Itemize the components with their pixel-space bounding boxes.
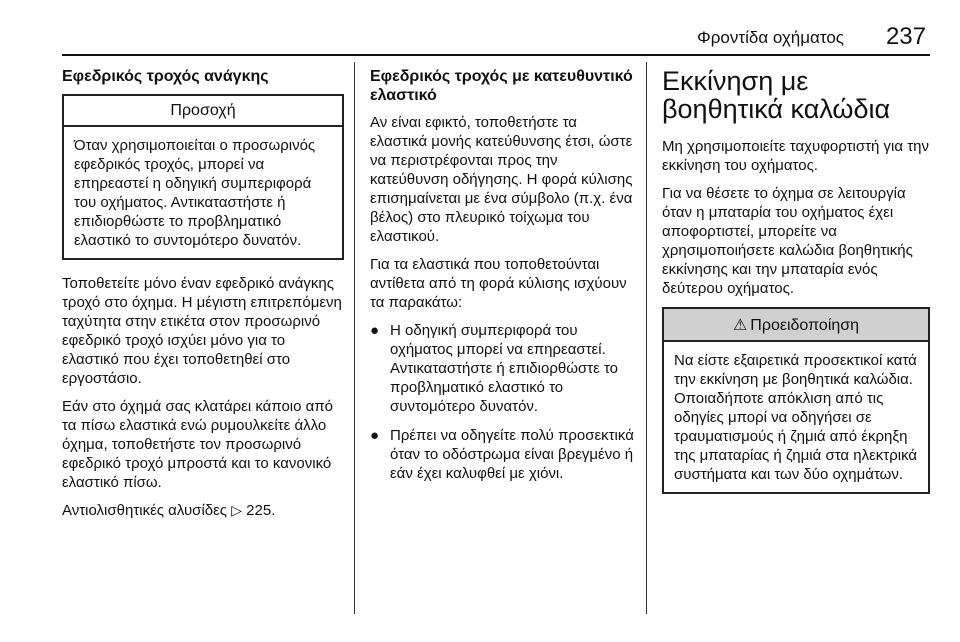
paragraph: Μη χρησιμοποιείτε ταχυφορτιστή για την εκκίνηση του οχήματος. [662,138,929,174]
column-3 [662,67,930,508]
list-item [370,321,634,416]
column-1 [62,67,344,529]
column-divider-2 [646,62,647,614]
warning-box [662,307,930,494]
paragraph: Για να θέσετε το όχημα σε λειτουργία όταν η μπαταρία του οχήματος έχει αποφορτιστεί, μπορείτε να χρησιμοποιήσετε καλώδια βοηθητικής εκκίνησης και την μπαταρία ενός δεύτερου οχήματος. [662,185,913,297]
page-number: 237 [885,23,926,50]
snow-chains-reference [62,501,344,520]
list-item-text: Η οδηγική συμπεριφορά του οχήματος μπορεί να επηρεαστεί. Αντικαταστήστε ή επιδιορθώστε το προβληματικό ελαστικό το συντομότερο δυνατόν. [390,322,619,415]
section-title: Φροντίδα οχήματος [697,28,844,47]
paragraph: Τοποθετείτε μόνο έναν εφεδρικό ανάγκης τροχό στο όχημα. Η μέγιστη επιτρεπόμενη ταχύτητα στην ετικέτα στον προσωρινό εφεδρικό τροχό ισχύει μόνο για το ελαστικό που έχει τοποθετηθεί στο εργοστάσιο. [62,275,342,387]
caution-box-title: Προσοχή [64,96,342,127]
reference-text: Αντιολισθητικές αλυσίδες [62,502,228,519]
caution-box-text: Όταν χρησιμοποιείται ο προσωρινός εφεδρικός τροχός, μπορεί να επηρεαστεί η οδηγική συμπεριφορά του οχήματος. Αντικαταστήστε ή επιδιορθώστε το προβληματικό ελαστικό το συντομότερο δυνατόν. [74,137,316,249]
caution-box [62,94,344,260]
column-divider-1 [354,62,355,614]
paragraph: Εάν στο όχημά σας κλατάρει κάποιο από τα πίσω ελαστικά ενώ ρυμουλκείτε άλλο όχημα, τοποθετήστε τον προσωρινό εφεδρικό τροχό μπροστά και το κανονικό ελαστικό πίσω. [62,398,334,491]
paragraph: Αν είναι εφικτό, τοποθετήστε τα ελαστικά μονής κατεύθυνσης έτσι, ώστε να περιστρέφονται προς την κατεύθυνση οδήγησης. Η φορά κύλισης επισημαίνεται με ένα σύμβολο (π.χ. ένα βέλος) στο πλευρικό τοίχωμα του ελαστικού. [370,114,633,245]
warning-box-title: Προειδοποίηση [750,317,860,334]
paragraph: Για τα ελαστικά που τοποθετούνται αντίθετα από τη φορά κύλισης ισχύουν τα παρακάτω: [370,256,627,311]
warning-box-text: Να είστε εξαιρετικά προσεκτικοί κατά την εκκίνηση με βοηθητικά καλώδια. Οποιαδήποτε απόκλιση από τις οδηγίες μπορί να οδηγήσει σε τραυματισμούς ή ζημιά από έκρηξη της μπαταρίας ή ζημιά στα ηλεκτρικά συστήματα και των δύο οχημάτων. [674,352,918,483]
page-reference-arrow-icon: ▷ [231,502,242,518]
warning-box-title-bar [664,309,928,342]
heading-emergency-spare: Εφεδρικός τροχός ανάγκης [62,68,269,85]
list-item-text: Πρέπει να οδηγείτε πολύ προσεκτικά όταν το οδόστρωμα είναι βρεγμένο ή εάν έχει καλυφθεί με χιόνι. [390,427,634,482]
header-rule [62,54,930,56]
bullet-icon: ● [370,427,380,444]
heading-jump-start: Εκκίνηση με βοηθητικά καλώδια [662,66,891,124]
page-header [62,22,930,56]
column-2 [370,67,634,493]
bullet-icon: ● [370,322,380,339]
bullet-list [370,321,634,483]
list-item [370,426,634,483]
warning-triangle-icon: ⚠ [732,317,748,334]
heading-directional-spare: Εφεδρικός τροχός με κατευθυντικό ελαστικό [370,68,633,104]
reference-page: 225. [246,502,276,519]
